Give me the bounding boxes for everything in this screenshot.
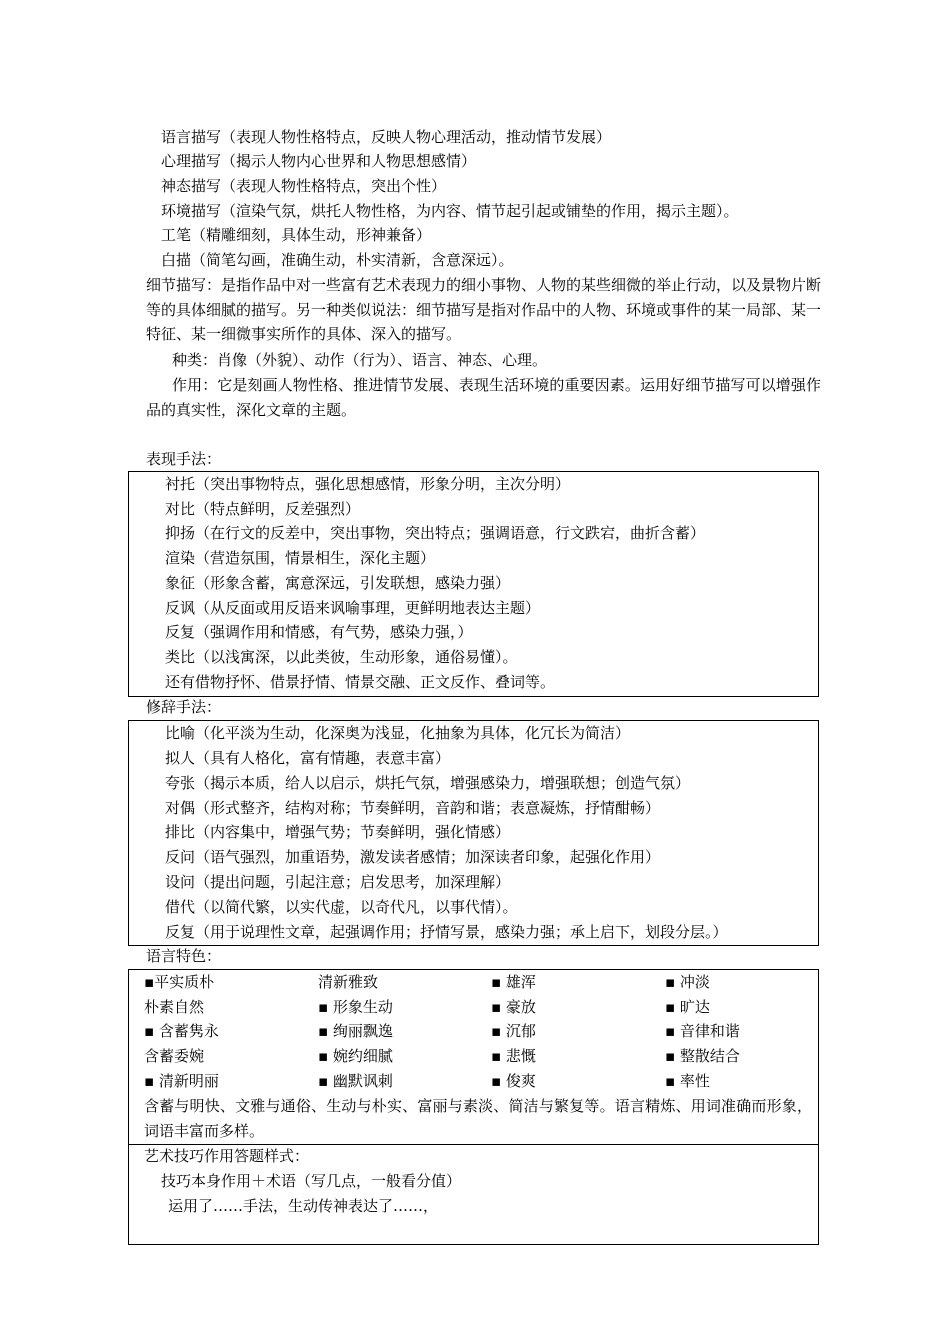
language-feature: ▪ 旷达	[665, 998, 710, 1016]
rhetoric-item: 反复（用于说理性文章，起强调作用；抒情写景，感染力强；承上启下，划段分层。）	[165, 923, 728, 941]
language-feature: ▪ 幽默讽刺	[318, 1072, 393, 1090]
section-divider	[128, 1144, 819, 1145]
answer-line: 运用了……手法，生动传神表达了……，	[168, 1197, 439, 1215]
language-feature: ▪ 含蓄隽永	[144, 1022, 219, 1040]
language-feature: ▪ 音律和谐	[665, 1022, 740, 1040]
expression-item: 衬托（突出事物特点，强化思想感情，形象分明，主次分明）	[165, 475, 571, 493]
expression-item: 象征（形象含蓄，寓意深远，引发联想，感染力强）	[165, 574, 511, 592]
language-feature: ▪ 豪放	[491, 998, 536, 1016]
detail-types-line: 种类：肖像（外貌）、动作（行为）、语言、神态、心理。	[172, 351, 548, 369]
language-feature: ▪ 率性	[665, 1072, 710, 1090]
description-line: 白描（简笔勾画，准确生动，朴实清新，含意深远）。	[161, 251, 514, 269]
language-feature: ▪ 整散结合	[665, 1047, 740, 1065]
rhetoric-item: 比喻（化平淡为生动，化深奥为浅显，化抽象为具体，化冗长为简洁）	[165, 724, 631, 742]
expression-item: 反讽（从反面或用反语来讽喻事理，更鲜明地表达主题）	[165, 599, 541, 617]
description-line: 工笔（精雕细刻，具体生动，形神兼备）	[161, 226, 432, 244]
rhetoric-item: 反问（语气强烈，加重语势，激发读者感情；加深读者印象，起强化作用）	[165, 848, 661, 866]
description-line: 神态描写（表现人物性格特点，突出个性）	[161, 177, 447, 195]
language-feature: ▪ 俊爽	[491, 1072, 536, 1090]
rhetoric-heading: 修辞手法：	[146, 698, 222, 716]
language-heading: 语言特色：	[146, 947, 222, 965]
rhetoric-item: 设问（提出问题，引起注意；启发思考，加深理解）	[165, 873, 511, 891]
expression-item: 反复（强调作用和情感，有气势，感染力强，）	[165, 623, 473, 641]
language-feature: ▪平实质朴	[144, 973, 215, 991]
language-feature: ▪ 绚丽飘逸	[318, 1022, 393, 1040]
language-feature: ▪ 冲淡	[665, 973, 710, 991]
answer-line: 技巧本身作用＋术语（写几点，一般看分值）	[161, 1172, 462, 1190]
description-line: 心理描写（揭示人物内心世界和人物思想感情）	[161, 152, 477, 170]
detail-definition-paragraph: 细节描写：是指作品中对一些富有艺术表现力的细小事物、人物的某些细微的举止行动，以及景物片断等的具体细腻的描写。另一种类似说法：细节描写是指对作品中的人物、环境或事件的某一局部、某一特征、某一细微事实所作的具体、深入的描写。	[146, 276, 822, 343]
rhetoric-item: 排比（内容集中，增强气势；节奏鲜明，强化情感）	[165, 823, 511, 841]
description-line: 环境描写（渲染气氛，烘托人物性格，为内容、情节起引起或铺垫的作用，揭示主题）。	[161, 202, 739, 220]
expression-item: 对比（特点鲜明，反差强烈）	[165, 500, 361, 518]
language-feature: ▪ 沉郁	[491, 1022, 536, 1040]
expression-item: 渲染（营造氛围，情景相生，深化主题）	[165, 549, 436, 567]
expression-item: 类比（以浅寓深，以此类彼，生动形象，通俗易懂）。	[165, 648, 518, 666]
detail-effect-paragraph: 作用：它是刻画人物性格、推进情节发展、表现生活环境的重要因素。运用好细节描写可以增强作品的真实性，深化文章的主题。	[146, 376, 821, 419]
language-feature: ▪ 婉约细腻	[318, 1047, 393, 1065]
rhetoric-item: 夸张（揭示本质，给人以启示，烘托气氛，增强感染力，增强联想；创造气氛）	[165, 774, 691, 792]
language-feature: ▪ 悲慨	[491, 1047, 536, 1065]
language-feature: ▪ 形象生动	[318, 998, 393, 1016]
language-feature: 含蓄委婉	[144, 1047, 205, 1065]
rhetoric-item: 对偶（形式整齐，结构对称；节奏鲜明，音韵和谐；表意凝炼，抒情酣畅）	[165, 799, 661, 817]
rhetoric-item: 拟人（具有人格化，富有情趣，表意丰富）	[165, 749, 451, 767]
language-feature: ▪ 雄浑	[491, 973, 536, 991]
expression-item: 抑扬（在行文的反差中，突出事物，突出特点；强调语意，行文跌宕，曲折含蓄）	[165, 524, 706, 542]
language-feature: 清新雅致	[318, 973, 379, 991]
answer-heading: 艺术技巧作用答题样式：	[144, 1147, 310, 1165]
language-feature: ▪ 清新明丽	[144, 1072, 219, 1090]
rhetoric-item: 借代（以简代繁，以实代虚，以奇代凡，以事代情）。	[165, 898, 518, 916]
expression-item: 还有借物抒怀、借景抒情、情景交融、正文反作、叠词等。	[165, 673, 556, 691]
expression-heading: 表现手法：	[146, 450, 222, 468]
language-summary: 含蓄与明快、文雅与通俗、生动与朴实、富丽与素淡、简洁与繁复等。语言精炼、用词准确而形象，词语丰富而多样。	[144, 1097, 812, 1140]
description-line: 语言描写（表现人物性格特点，反映人物心理活动，推动情节发展）	[161, 128, 612, 146]
language-feature: 朴素自然	[144, 998, 205, 1016]
